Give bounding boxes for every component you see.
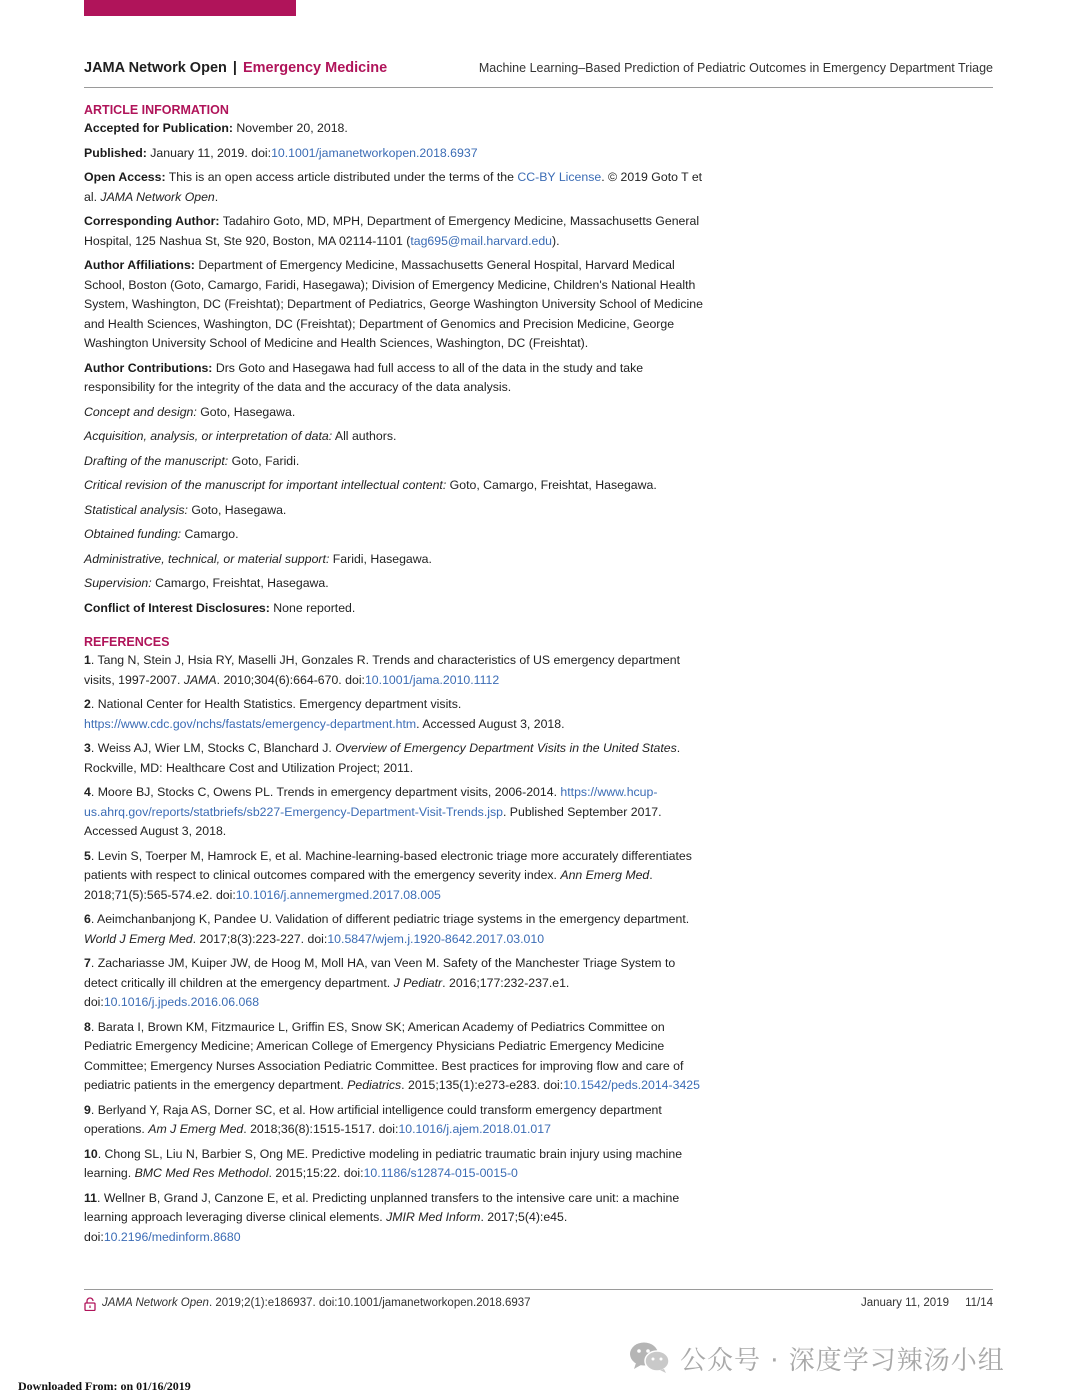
contribution-role: Supervision: Camargo, Freishtat, Hasegawa. [84, 576, 329, 590]
contribution-role: Acquisition, analysis, or interpretation of data: All authors. [84, 429, 397, 443]
reference-note: . Published September 2017. Accessed August 3, 2018. [84, 804, 662, 838]
cc-by-license-link[interactable]: CC-BY License [517, 170, 602, 184]
open-lock-icon [84, 1297, 96, 1311]
reference-item: 9. Berlyand Y, Raja AS, Dorner SC, et al. How artificial intelligence could transform emergency department operations. Am J Emerg Med. 2018;36(8):1515-1517. doi:10.1016/j.ajem.2018.01.017 [84, 1102, 662, 1136]
page-number: 11/14 [965, 1297, 993, 1309]
journal-name[interactable]: JAMA Network Open [84, 60, 227, 76]
reference-journal: JAMA [183, 672, 217, 687]
reference-number: 4 [84, 785, 91, 799]
reference-journal: Overview of Emergency Department Visits in the United States [335, 741, 677, 755]
reference-text: Zachariasse JM, Kuiper JW, de Hoog M, Moll HA, van Veen M. Safety of the Manchester Triage System to detect critically ill children at the emergency department. [84, 956, 676, 990]
reference-journal: World J Emerg Med [84, 931, 193, 946]
reference-number: 7 [84, 956, 91, 970]
contribution-role: Statistical analysis: Goto, Hasegawa. [84, 502, 287, 517]
reference-number: 2 [84, 697, 91, 711]
reference-details: . 2010;304(6):664-670. doi: [216, 672, 365, 687]
reference-journal: Pediatrics [347, 1078, 402, 1092]
reference-text: Moore BJ, Stocks C, Owens PL. Trends in emergency department visits, 2006-2014. [97, 785, 557, 799]
contribution-role: Critical revision of the manuscript for important intellectual content: Goto, Camargo, Freishtat, Hasegawa. [84, 478, 657, 492]
reference-journal: Ann Emerg Med [560, 868, 650, 882]
watermark-text: 公众号 · 深度学习辣汤小组 [680, 1346, 1005, 1376]
header-rule [84, 87, 993, 88]
conflict-of-interest-paragraph: Conflict of Interest Disclosures: None reported. [84, 600, 356, 615]
reference-link[interactable]: 10.5847/wjem.j.1920-8642.2017.03.010 [327, 931, 545, 946]
reference-list [84, 651, 704, 1247]
downloaded-notice: Downloaded From: on 01/16/2019 [18, 1379, 191, 1393]
reference-text: Wellner B, Grand J, Canzone E, et al. Predicting unplanned transfers to the intensive care unit: a machine learning approach leveraging diverse clinical elements. [84, 1190, 680, 1224]
reference-link[interactable]: 10.2196/medinform.8680 [103, 1229, 241, 1244]
published-doi-link[interactable]: 10.1001/jamanetworkopen.2018.6937 [271, 145, 478, 160]
page-header [84, 60, 993, 80]
reference-number: 3 [84, 741, 91, 755]
reference-details: . 2018;71(5):565-574.e2. doi: [84, 868, 653, 902]
open-access-paragraph: Open Access: This is an open access article distributed under the terms of the CC-BY License. © 2019 Goto T et al. JAMA Network Open. [84, 170, 703, 204]
reference-link[interactable]: 10.1186/s12874-015-0015-0 [363, 1166, 518, 1180]
reference-journal: Am J Emerg Med [148, 1122, 244, 1136]
reference-link[interactable]: https://www.hcup-us.ahrq.gov/reports/statbriefs/sb227-Emergency-Department-Visit-Trends.jsp [84, 785, 658, 819]
reference-item: 4. Moore BJ, Stocks C, Owens PL. Trends in emergency department visits, 2006-2014. https://www.hcup-us.ahrq.gov/reports/statbriefs/sb227-Emergency-Department-Visit-Trends.jsp. Published September 2017. Accessed August 3, 2018. [84, 785, 662, 838]
accepted-paragraph: Accepted for Publication: November 20, 2018. [84, 121, 348, 135]
reference-text: Weiss AJ, Wier LM, Stocks C, Blanchard J. [97, 741, 332, 755]
reference-item: 2. National Center for Health Statistics. Emergency department visits. https://www.cdc.gov/nchs/fastats/emergency-department.htm. Accessed August 3, 2018. [84, 697, 565, 731]
header-separator: | [232, 60, 237, 76]
reference-link[interactable]: https://www.cdc.gov/nchs/fastats/emergency-department.htm [84, 716, 417, 731]
reference-text: Berlyand Y, Raja AS, Dorner SC, et al. How artificial intelligence could transform emergency department operations. [84, 1102, 662, 1136]
reference-text: Chong SL, Liu N, Barbier S, Ong ME. Predictive modeling in pediatric traumatic brain injury using machine learning. [84, 1146, 683, 1180]
reference-item: 6. Aeimchanbanjong K, Pandee U. Validation of different pediatric triage systems in the emergency department. World J Emerg Med. 2017;8(3):223-227. doi:10.5847/wjem.j.1920-8642.2017.03.010 [84, 912, 690, 946]
reference-number: 8 [84, 1019, 91, 1034]
reference-item: 1. Tang N, Stein J, Hsia RY, Maselli JH, Gonzales R. Trends and characteristics of US emergency department visits, 1997-2007. JAMA. 2010;304(6):664-670. doi:10.1001/jama.2010.1112 [84, 653, 681, 687]
reference-note: . Accessed August 3, 2018. [416, 716, 565, 731]
reference-details: . 2017;5(4):e45. doi: [84, 1210, 568, 1244]
reference-item: 3. Weiss AJ, Wier LM, Stocks C, Blanchard J. Overview of Emergency Department Visits in the United States. Rockville, MD: Healthcare Cost and Utilization Project; 2011. [84, 741, 681, 775]
watermark [628, 1338, 1048, 1374]
reference-details: . 2015;135(1):e273-e283. doi: [401, 1078, 564, 1092]
reference-details: . 2018;36(8):1515-1517. doi: [243, 1122, 399, 1136]
main-content [84, 101, 704, 1252]
reference-details: . 2015;15:22. doi: [268, 1166, 364, 1180]
reference-text: Barata I, Brown KM, Fitzmaurice L, Griffin ES, Snow SK; American Academy of Pediatrics Committee on Pediatric Emergency Medicine; American College of Emergency Physicians Pediatric Emergency Medicine Committee; Emergency Nurses Association Pediatric Committee. Best practices for improving flow and care of pediatric patients in the emergency department. [84, 1019, 684, 1092]
page-footer [84, 1296, 993, 1316]
contribution-role: Drafting of the manuscript: Goto, Faridi. [84, 453, 300, 468]
reference-number: 9 [84, 1102, 91, 1117]
reference-text: Levin S, Toerper M, Hamrock E, et al. Machine-learning-based electronic triage more accurately differentiates patients with respect to clinical outcomes compared with the emergency severity index. [84, 848, 692, 882]
wechat-icon [628, 1340, 672, 1379]
reference-item: 10. Chong SL, Liu N, Barbier S, Ong ME. Predictive modeling in pediatric traumatic brain injury using machine learning. BMC Med Res Methodol. 2015;15:22. doi:10.1186/s12874-015-0015-0 [84, 1146, 683, 1180]
reference-link[interactable]: 10.1016/j.jpeds.2016.06.068 [103, 995, 260, 1009]
reference-number: 11 [84, 1190, 97, 1205]
reference-item: 5. Levin S, Toerper M, Hamrock E, et al. Machine-learning-based electronic triage more accurately differentiates patients with respect to clinical outcomes compared with the emergency severity index. Ann Emerg Med. 2018;71(5):565-574.e2. doi:10.1016/j.annemergmed.2017.08.005 [84, 848, 692, 902]
reference-item: 7. Zachariasse JM, Kuiper JW, de Hoog M, Moll HA, van Veen M. Safety of the Manchester Triage System to detect critically ill children at the emergency department. J Pediatr. 2016;177:232-237.e1. doi:10.1016/j.jpeds.2016.06.068 [84, 956, 676, 1009]
reference-text: Aeimchanbanjong K, Pandee U. Validation of different pediatric triage systems in the emergency department. [97, 912, 690, 926]
published-paragraph: Published: January 11, 2019. doi:10.1001/jamanetworkopen.2018.6937 [84, 145, 478, 160]
footer-citation: JAMA Network Open. 2019;2(1):e186937. doi:10.1001/jamanetworkopen.2018.6937 [102, 1297, 531, 1309]
reference-text: Tang N, Stein J, Hsia RY, Maselli JH, Gonzales R. Trends and characteristics of US emergency department visits, 1997-2007. [84, 653, 681, 687]
article-information-heading: ARTICLE INFORMATION [84, 103, 229, 117]
author-affiliations-paragraph: Author Affiliations: Department of Emergency Medicine, Massachusetts General Hospital, Harvard Medical School, Boston (Goto, Camargo, Faridi, Hasegawa); Division of Emergency Medicine, Children's National Health System, Washington, DC (Freishtat); Department of Pediatrics, George Washington University School of Medicine and Health Sciences, Washington, DC (Freishtat); Department of Genomics and Precision Medicine, George Washington University School of Medicine and Health Sciences, Washington, DC (Freishtat). [84, 258, 703, 350]
reference-text: National Center for Health Statistics. Emergency department visits. [97, 697, 462, 711]
reference-link[interactable]: 10.1001/jama.2010.1112 [364, 672, 500, 687]
reference-details: . 2016;177:232-237.e1. doi: [84, 975, 570, 1009]
reference-number: 10 [84, 1146, 98, 1161]
reference-link[interactable]: 10.1016/j.annemergmed.2017.08.005 [235, 887, 441, 902]
corresponding-author-paragraph: Corresponding Author: Tadahiro Goto, MD, MPH, Department of Emergency Medicine, Massachusetts General Hospital, 125 Nashua St, Ste 920, Boston, MA 02114-1101 (tag695@mail.harvard.edu). [84, 214, 700, 248]
reference-item: 11. Wellner B, Grand J, Canzone E, et al. Predicting unplanned transfers to the intensive care unit: a machine learning approach leveraging diverse clinical elements. JMIR Med Inform. 2017;5(4):e45. doi:10.2196/medinform.8680 [84, 1190, 680, 1244]
reference-link[interactable]: 10.1542/peds.2014-3425 [563, 1078, 700, 1092]
reference-number: 1 [84, 653, 91, 667]
reference-details: . 2017;8(3):223-227. doi: [192, 931, 328, 946]
references-heading: REFERENCES [84, 635, 170, 649]
reference-journal: J Pediatr [393, 975, 443, 990]
reference-item: 8. Barata I, Brown KM, Fitzmaurice L, Griffin ES, Snow SK; American Academy of Pediatrics Committee on Pediatric Emergency Medicine; American College of Emergency Physicians Pediatric Emergency Medicine Committee; Emergency Nurses Association Pediatric Committee. Best practices for improving flow and care of pediatric patients in the emergency department. Pediatrics. 2015;135(1):e273-e283. doi:10.1542/peds.2014-3425 [84, 1019, 700, 1092]
reference-link[interactable]: 10.1016/j.ajem.2018.01.017 [398, 1122, 551, 1136]
reference-number: 6 [84, 912, 91, 926]
reference-details: . Rockville, MD: Healthcare Cost and Utilization Project; 2011. [84, 741, 681, 775]
article-running-title: Machine Learning–Based Prediction of Pediatric Outcomes in Emergency Department Triage [478, 61, 993, 75]
author-contributions-paragraph: Author Contributions: Drs Goto and Hasegawa had full access to all of the data in the study and take responsibility for the integrity of the data and the accuracy of the data analysis. [84, 360, 644, 394]
corresponding-email-link[interactable]: tag695@mail.harvard.edu [410, 233, 552, 248]
journal-header [84, 60, 387, 76]
contribution-role: Obtained funding: Camargo. [84, 527, 239, 541]
reference-number: 5 [84, 848, 91, 863]
reference-journal: BMC Med Res Methodol [134, 1166, 269, 1180]
footer-date: January 11, 2019 [860, 1297, 949, 1309]
footer-rule [84, 1289, 993, 1290]
section-name[interactable]: Emergency Medicine [242, 60, 388, 76]
contribution-role: Administrative, technical, or material support: Faridi, Hasegawa. [84, 551, 432, 566]
top-accent-bar [84, 0, 296, 16]
contribution-role: Concept and design: Goto, Hasegawa. [84, 404, 296, 419]
reference-journal: JMIR Med Inform [386, 1210, 481, 1224]
